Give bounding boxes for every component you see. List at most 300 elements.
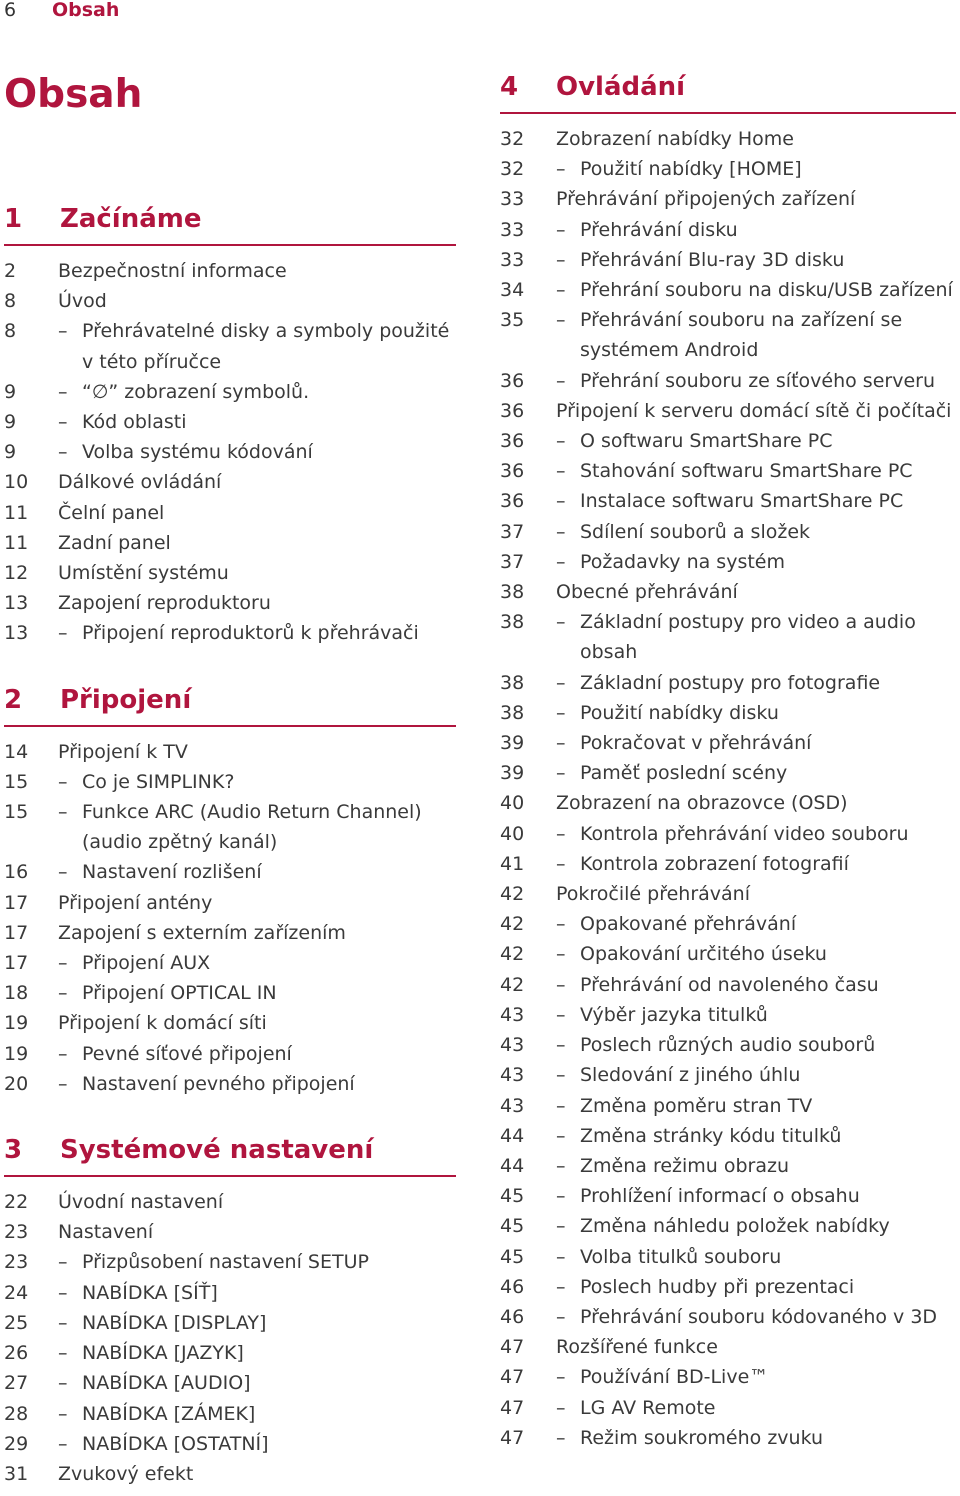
- entry-page-number: 38: [500, 611, 525, 634]
- entry-text: Funkce ARC (Audio Return Channel) (audio zpětný kanál): [82, 801, 422, 854]
- entry-dash: –: [556, 520, 566, 543]
- entry-page-number: 41: [500, 852, 525, 875]
- entry-dash: –: [556, 550, 566, 573]
- toc-entry[interactable]: [500, 275, 956, 305]
- entry-text: Úvodní nastavení: [58, 1191, 224, 1214]
- toc-entry[interactable]: [4, 1187, 456, 1217]
- running-title: Obsah: [52, 0, 120, 21]
- entry-page-number: 38: [500, 701, 525, 724]
- entry-dash: –: [556, 1245, 566, 1268]
- entry-text: Přehrávání připojených zařízení: [556, 188, 856, 211]
- toc-entry[interactable]: [4, 1039, 456, 1069]
- entry-page-number: 46: [500, 1305, 525, 1328]
- entry-page-number: 45: [500, 1215, 525, 1238]
- entry-page-number: 19: [4, 1012, 29, 1035]
- entry-page-number: 39: [500, 762, 525, 785]
- toc-entry[interactable]: [500, 486, 956, 516]
- toc-entry[interactable]: [500, 1000, 956, 1030]
- entry-dash: –: [58, 1432, 68, 1455]
- entry-text: Rozšířené funkce: [556, 1336, 718, 1359]
- toc-entry[interactable]: [500, 1242, 956, 1272]
- entry-dash: –: [58, 801, 68, 824]
- section-number: 4: [500, 72, 519, 102]
- toc-entry[interactable]: [500, 1121, 956, 1151]
- toc-entry[interactable]: [500, 1302, 956, 1332]
- entry-page-number: 33: [500, 248, 525, 271]
- toc-entry[interactable]: [500, 154, 956, 184]
- entry-text: Poslech různých audio souborů: [580, 1034, 876, 1057]
- toc-entry[interactable]: [4, 286, 456, 316]
- entry-text: Přehrání souboru na disku/USB zařízení: [580, 279, 953, 302]
- entry-dash: –: [58, 1402, 68, 1425]
- entry-dash: –: [58, 1042, 68, 1065]
- entry-text: Použití nabídky [HOME]: [580, 158, 802, 181]
- entry-text: Nastavení rozlišení: [82, 861, 262, 884]
- entry-page-number: 8: [4, 320, 17, 343]
- entry-dash: –: [556, 1064, 566, 1087]
- toc-entry[interactable]: [500, 1272, 956, 1302]
- toc-entry[interactable]: [500, 728, 956, 758]
- entry-text: Dálkové ovládání: [58, 471, 222, 494]
- entry-text: Připojení antény: [58, 891, 213, 914]
- entry-text: Kód oblasti: [82, 411, 187, 434]
- entry-page-number: 11: [4, 501, 29, 524]
- entry-text: Změna náhledu položek nabídky: [580, 1215, 890, 1238]
- toc-entry[interactable]: [500, 1211, 956, 1241]
- entry-dash: –: [556, 732, 566, 755]
- toc-section: [4, 679, 456, 1099]
- toc-entry[interactable]: [500, 456, 956, 486]
- entry-text: Paměť poslední scény: [580, 762, 788, 785]
- entry-text: Zapojení reproduktoru: [58, 592, 271, 615]
- entry-page-number: 14: [4, 740, 29, 763]
- entry-text: Použití nabídky disku: [580, 701, 779, 724]
- entry-dash: –: [556, 913, 566, 936]
- entry-page-number: 10: [4, 471, 29, 494]
- toc-entry[interactable]: [4, 948, 456, 978]
- entry-text: Přehrávání disku: [580, 218, 738, 241]
- toc-entry[interactable]: [500, 607, 956, 667]
- toc-entry[interactable]: [500, 305, 956, 365]
- entry-page-number: 47: [500, 1396, 525, 1419]
- entry-text: Sdílení souborů a složek: [580, 520, 811, 543]
- entry-page-number: 44: [500, 1124, 525, 1147]
- entry-page-number: 9: [4, 411, 17, 434]
- entry-dash: –: [556, 1305, 566, 1328]
- entry-dash: –: [556, 1154, 566, 1177]
- toc-entry[interactable]: [4, 1399, 456, 1429]
- entry-text: Přehrávání od navoleného času: [580, 973, 879, 996]
- entry-page-number: 8: [4, 290, 17, 313]
- entry-dash: –: [556, 430, 566, 453]
- entry-text: NABÍDKA [SÍŤ]: [82, 1281, 218, 1304]
- entry-dash: –: [556, 279, 566, 302]
- entry-page-number: 42: [500, 883, 525, 906]
- entry-text: Přehrávání souboru na zařízení se systémem Android: [580, 309, 903, 362]
- toc-entry[interactable]: [4, 407, 456, 437]
- entry-dash: –: [556, 218, 566, 241]
- entry-text: Připojení reproduktorů k přehrávači: [82, 622, 419, 645]
- entry-text: “∅” zobrazení symbolů.: [82, 380, 310, 403]
- entry-text: Nastavení pevného připojení: [82, 1072, 355, 1095]
- entry-text: Přehrání souboru ze síťového serveru: [580, 369, 935, 392]
- toc-entry[interactable]: [4, 737, 456, 767]
- entry-page-number: 23: [4, 1221, 29, 1244]
- toc-section: [500, 66, 956, 1453]
- entry-text: Čelní panel: [58, 501, 165, 524]
- entry-text: Zadní panel: [58, 531, 171, 554]
- entry-text: Volba systému kódování: [82, 441, 313, 464]
- entry-page-number: 46: [500, 1275, 525, 1298]
- toc-entry[interactable]: [4, 1247, 456, 1277]
- toc-section: [4, 198, 456, 649]
- toc-entry[interactable]: [4, 1459, 456, 1489]
- entry-page-number: 42: [500, 913, 525, 936]
- entry-dash: –: [556, 701, 566, 724]
- entry-dash: –: [58, 982, 68, 1005]
- entry-page-number: 37: [500, 520, 525, 543]
- entry-text: Připojení k serveru domácí sítě či počítači: [556, 399, 952, 422]
- toc-entry[interactable]: [500, 1423, 956, 1453]
- entry-text: Zobrazení nabídky Home: [556, 128, 794, 150]
- entry-dash: –: [556, 852, 566, 875]
- toc-entry[interactable]: [4, 888, 456, 918]
- toc-entry[interactable]: [500, 547, 956, 577]
- entry-text: Co je SIMPLINK?: [82, 770, 235, 793]
- entry-text: Zobrazení na obrazovce (OSD): [556, 792, 848, 815]
- toc-entry[interactable]: [4, 316, 456, 376]
- toc-entry[interactable]: [4, 467, 456, 497]
- toc-entry[interactable]: [4, 1069, 456, 1099]
- entry-text: Nastavení: [58, 1221, 154, 1244]
- entry-page-number: 42: [500, 943, 525, 966]
- entry-text: O softwaru SmartShare PC: [580, 430, 833, 453]
- entry-dash: –: [556, 1185, 566, 1208]
- entry-page-number: 36: [500, 430, 525, 453]
- entry-text: Stahování softwaru SmartShare PC: [580, 460, 913, 483]
- toc-entry[interactable]: [4, 1278, 456, 1308]
- entry-text: NABÍDKA [JAZYK]: [82, 1342, 244, 1365]
- toc-entry[interactable]: [4, 528, 456, 558]
- running-header: [0, 0, 960, 24]
- entry-dash: –: [556, 158, 566, 181]
- toc-entry[interactable]: [500, 1332, 956, 1362]
- toc-entry[interactable]: [4, 978, 456, 1008]
- entry-page-number: 38: [500, 671, 525, 694]
- toc-entry[interactable]: [500, 698, 956, 728]
- entry-text: Změna stránky kódu titulků: [580, 1124, 842, 1147]
- entry-page-number: 20: [4, 1072, 29, 1095]
- toc-entry[interactable]: [4, 1338, 456, 1368]
- entry-page-number: 36: [500, 369, 525, 392]
- entry-page-number: 19: [4, 1042, 29, 1065]
- entry-page-number: 17: [4, 891, 29, 914]
- entry-text: NABÍDKA [ZÁMEK]: [82, 1402, 256, 1425]
- entry-text: Opakované přehrávání: [580, 913, 797, 936]
- entry-page-number: 11: [4, 531, 29, 554]
- entry-text: Základní postupy pro fotografie: [580, 671, 881, 694]
- section-title: Začínáme: [60, 204, 202, 234]
- section-title: Připojení: [60, 684, 192, 715]
- entry-dash: –: [556, 1396, 566, 1419]
- toc-entry[interactable]: [4, 1217, 456, 1247]
- entry-dash: –: [556, 369, 566, 392]
- entry-text: Bezpečnostní informace: [58, 260, 287, 282]
- entry-dash: –: [556, 943, 566, 966]
- entry-page-number: 12: [4, 562, 29, 585]
- entry-dash: –: [58, 1372, 68, 1395]
- entry-dash: –: [556, 762, 566, 785]
- toc-entry[interactable]: [500, 788, 956, 818]
- toc-entry[interactable]: [4, 918, 456, 948]
- entry-page-number: 36: [500, 399, 525, 422]
- entry-dash: –: [556, 460, 566, 483]
- toc-entry[interactable]: [500, 124, 956, 154]
- entry-page-number: 35: [500, 309, 525, 332]
- toc-entry[interactable]: [4, 857, 456, 887]
- entry-page-number: 27: [4, 1372, 29, 1395]
- toc-entry[interactable]: [4, 588, 456, 618]
- toc-entry[interactable]: [500, 1393, 956, 1423]
- entry-text: Přizpůsobení nastavení SETUP: [82, 1251, 369, 1274]
- entry-dash: –: [556, 1124, 566, 1147]
- page-title: Obsah: [4, 72, 143, 117]
- entry-text: Pokročilé přehrávání: [556, 883, 751, 906]
- entry-dash: –: [556, 248, 566, 271]
- entry-text: Požadavky na systém: [580, 550, 785, 573]
- toc-entry[interactable]: [4, 1429, 456, 1459]
- toc-entry[interactable]: [500, 1091, 956, 1121]
- entry-page-number: 23: [4, 1251, 29, 1274]
- entry-page-number: 17: [4, 921, 29, 944]
- entry-text: Výběr jazyka titulků: [580, 1003, 768, 1026]
- entry-dash: –: [58, 441, 68, 464]
- entry-page-number: 40: [500, 792, 525, 815]
- entry-text: Přehrávatelné disky a symboly použité v této příručce: [82, 320, 450, 373]
- entry-dash: –: [556, 1275, 566, 1298]
- entry-text: Připojení k TV: [58, 740, 188, 763]
- toc-entry[interactable]: [500, 1181, 956, 1211]
- section-heading: [4, 198, 456, 246]
- section-number: 2: [4, 684, 23, 715]
- entry-dash: –: [556, 1426, 566, 1449]
- entry-dash: –: [556, 611, 566, 634]
- entry-page-number: 31: [4, 1462, 29, 1485]
- toc-entry[interactable]: [4, 1008, 456, 1038]
- entry-page-number: 34: [500, 279, 525, 302]
- section-title: Ovládání: [556, 72, 686, 102]
- entry-text: Připojení OPTICAL IN: [82, 982, 277, 1005]
- entry-dash: –: [58, 411, 68, 434]
- entry-page-number: 47: [500, 1336, 525, 1359]
- toc-entry[interactable]: [4, 1368, 456, 1398]
- entry-dash: –: [58, 770, 68, 793]
- entry-text: Změna poměru stran TV: [580, 1094, 813, 1117]
- entry-page-number: 16: [4, 861, 29, 884]
- entry-dash: –: [58, 1311, 68, 1334]
- entry-text: Změna režimu obrazu: [580, 1154, 790, 1177]
- entry-dash: –: [58, 320, 68, 343]
- entry-page-number: 47: [500, 1426, 525, 1449]
- entry-text: Pokračovat v přehrávání: [580, 732, 812, 755]
- entry-page-number: 45: [500, 1245, 525, 1268]
- entry-text: NABÍDKA [AUDIO]: [82, 1372, 251, 1395]
- toc-entry[interactable]: [500, 215, 956, 245]
- entry-text: Prohlížení informací o obsahu: [580, 1185, 860, 1208]
- entry-page-number: 38: [500, 581, 525, 604]
- toc-entry[interactable]: [4, 1308, 456, 1338]
- entry-page-number: 43: [500, 1003, 525, 1026]
- entry-text: Obecné přehrávání: [556, 581, 738, 604]
- entry-dash: –: [556, 1003, 566, 1026]
- entry-page-number: 33: [500, 218, 525, 241]
- toc-entry[interactable]: [500, 184, 956, 214]
- entry-text: Volba titulků souboru: [580, 1245, 782, 1268]
- entry-page-number: 13: [4, 622, 29, 645]
- entry-page-number: 18: [4, 982, 29, 1005]
- entry-dash: –: [58, 1072, 68, 1095]
- toc-entry[interactable]: [500, 1060, 956, 1090]
- section-title: Systémové nastavení: [60, 1135, 374, 1166]
- entry-dash: –: [556, 822, 566, 845]
- entry-text: Opakování určitého úseku: [580, 943, 827, 966]
- entry-page-number: 33: [500, 188, 525, 211]
- entry-dash: –: [556, 671, 566, 694]
- entry-text: Kontrola přehrávání video souboru: [580, 822, 909, 845]
- entry-page-number: 43: [500, 1064, 525, 1087]
- entry-dash: –: [556, 1366, 566, 1389]
- toc-entry[interactable]: [4, 498, 456, 528]
- entry-page-number: 36: [500, 460, 525, 483]
- toc-entry[interactable]: [4, 256, 456, 286]
- entry-text: NABÍDKA [DISPLAY]: [82, 1311, 267, 1334]
- toc-entry[interactable]: [4, 558, 456, 588]
- entry-dash: –: [58, 861, 68, 884]
- toc-entry[interactable]: [500, 426, 956, 456]
- entry-page-number: 26: [4, 1342, 29, 1365]
- entry-dash: –: [58, 380, 68, 403]
- entry-text: Kontrola zobrazení fotografií: [580, 852, 849, 875]
- entry-page-number: 42: [500, 973, 525, 996]
- entry-page-number: 43: [500, 1094, 525, 1117]
- entry-page-number: 37: [500, 550, 525, 573]
- entry-text: Režim soukromého zvuku: [580, 1426, 824, 1449]
- entry-page-number: 45: [500, 1185, 525, 1208]
- section-heading: [4, 679, 456, 727]
- entry-dash: –: [556, 973, 566, 996]
- entry-page-number: 44: [500, 1154, 525, 1177]
- entry-page-number: 15: [4, 770, 29, 793]
- toc-entry[interactable]: [4, 797, 456, 857]
- entry-text: Přehrávání souboru kódovaného v 3D: [580, 1305, 938, 1328]
- toc-entry[interactable]: [500, 758, 956, 788]
- entry-text: Základní postupy pro video a audio obsah: [580, 611, 916, 664]
- entry-page-number: 39: [500, 732, 525, 755]
- toc-entry[interactable]: [500, 1362, 956, 1392]
- toc-entry[interactable]: [500, 939, 956, 969]
- toc-entry[interactable]: [4, 618, 456, 648]
- toc-entry[interactable]: [500, 879, 956, 909]
- toc-entry[interactable]: [4, 437, 456, 467]
- entry-text: Zapojení s externím zařízením: [58, 921, 346, 944]
- entry-page-number: 29: [4, 1432, 29, 1455]
- toc-section: [4, 1129, 456, 1489]
- entry-text: Instalace softwaru SmartShare PC: [580, 490, 904, 513]
- entry-page-number: 43: [500, 1034, 525, 1057]
- entry-text: Používání BD-Live™: [580, 1366, 769, 1389]
- entry-dash: –: [58, 1281, 68, 1304]
- toc-entry[interactable]: [500, 517, 956, 547]
- toc-entry[interactable]: [500, 819, 956, 849]
- section-number: 3: [4, 1135, 23, 1166]
- toc-entry[interactable]: [4, 767, 456, 797]
- entry-dash: –: [556, 309, 566, 332]
- entry-dash: –: [58, 1251, 68, 1274]
- page-number: 6: [4, 0, 17, 21]
- entry-dash: –: [58, 952, 68, 975]
- toc-column-right: [500, 66, 956, 1453]
- entry-page-number: 47: [500, 1366, 525, 1389]
- entry-page-number: 9: [4, 441, 17, 464]
- entry-text: Sledování z jiného úhlu: [580, 1064, 801, 1087]
- entry-text: Umístění systému: [58, 562, 229, 585]
- entry-dash: –: [556, 1215, 566, 1238]
- entry-page-number: 2: [4, 260, 17, 282]
- entry-text: Připojení k domácí síti: [58, 1012, 267, 1035]
- entry-text: LG AV Remote: [580, 1396, 716, 1419]
- entry-page-number: 13: [4, 592, 29, 615]
- toc-entry[interactable]: [500, 970, 956, 1000]
- toc-entry[interactable]: [500, 396, 956, 426]
- entry-text: Úvod: [58, 290, 107, 313]
- entry-page-number: 24: [4, 1281, 29, 1304]
- toc-entry[interactable]: [500, 245, 956, 275]
- toc-entry[interactable]: [500, 366, 956, 396]
- toc-entry[interactable]: [4, 377, 456, 407]
- entry-text: Přehrávání Blu-ray 3D disku: [580, 248, 845, 271]
- entry-text: Poslech hudby při prezentaci: [580, 1275, 855, 1298]
- entry-dash: –: [58, 1342, 68, 1365]
- entry-text: Pevné síťové připojení: [82, 1042, 292, 1065]
- section-heading: [500, 66, 956, 114]
- section-number: 1: [4, 204, 23, 234]
- toc-entry[interactable]: [500, 1151, 956, 1181]
- entry-page-number: 22: [4, 1191, 29, 1214]
- entry-page-number: 32: [500, 158, 525, 181]
- entry-dash: –: [556, 490, 566, 513]
- entry-page-number: 17: [4, 952, 29, 975]
- entry-dash: –: [58, 622, 68, 645]
- entry-page-number: 32: [500, 128, 525, 150]
- entry-page-number: 9: [4, 380, 17, 403]
- entry-page-number: 15: [4, 801, 29, 824]
- entry-dash: –: [556, 1034, 566, 1057]
- toc-column-left: [4, 198, 456, 1489]
- entry-page-number: 36: [500, 490, 525, 513]
- entry-page-number: 40: [500, 822, 525, 845]
- entry-text: NABÍDKA [OSTATNÍ]: [82, 1432, 269, 1455]
- toc-entry[interactable]: [500, 668, 956, 698]
- entry-page-number: 25: [4, 1311, 29, 1334]
- toc-entry[interactable]: [500, 849, 956, 879]
- entry-dash: –: [556, 1094, 566, 1117]
- toc-entry[interactable]: [500, 577, 956, 607]
- entry-text: Zvukový efekt: [58, 1462, 194, 1485]
- toc-entry[interactable]: [500, 1030, 956, 1060]
- entry-page-number: 28: [4, 1402, 29, 1425]
- toc-entry[interactable]: [500, 909, 956, 939]
- entry-text: Připojení AUX: [82, 952, 211, 975]
